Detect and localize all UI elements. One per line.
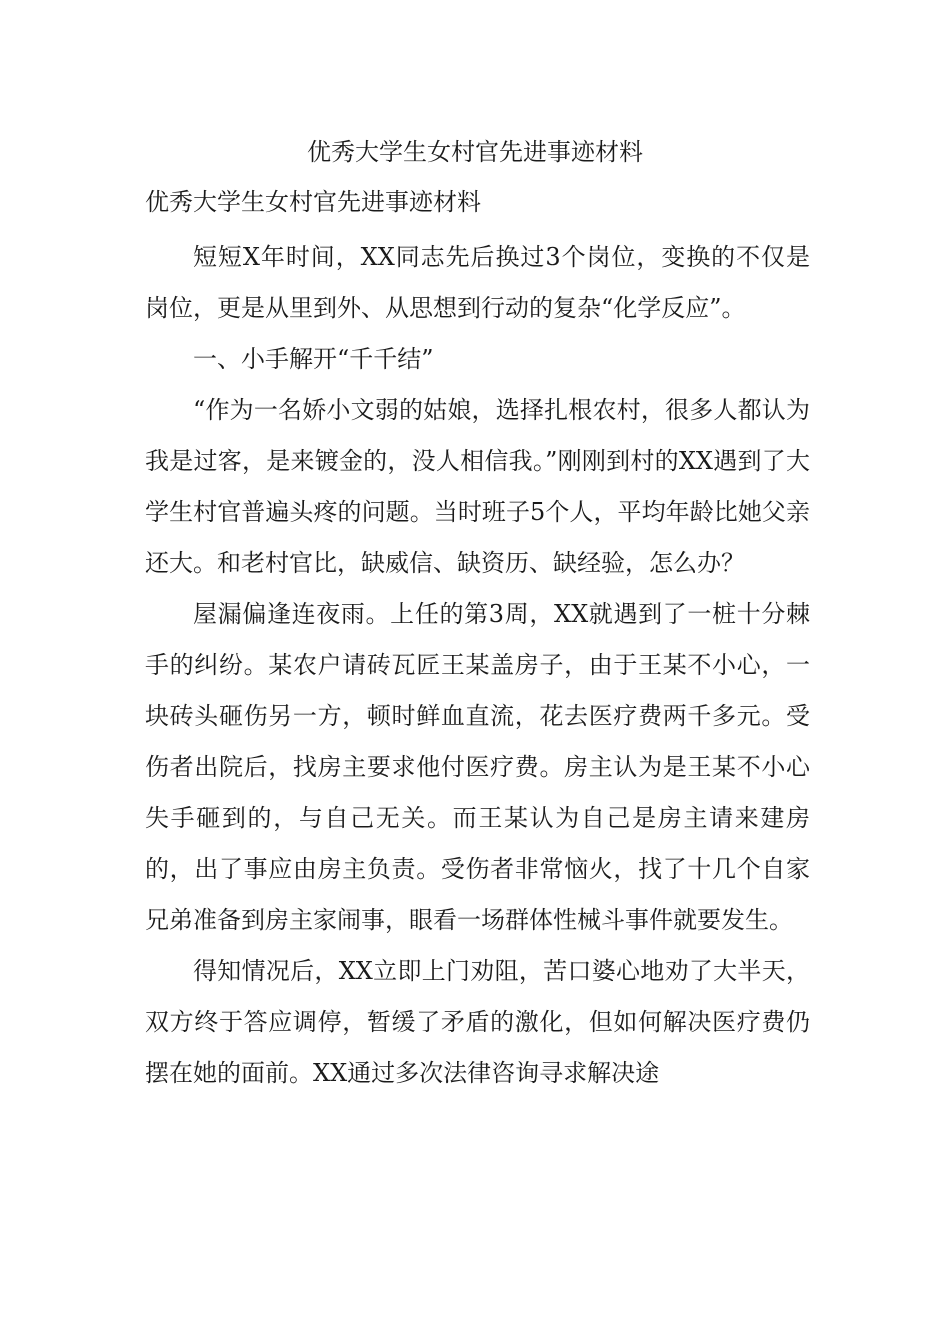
document-body xyxy=(145,232,810,1099)
paragraph-resolution: 得知情况后，XX立即上门劝阻，苦口婆心地劝了大半天，双方终于答应调停，暂缓了矛盾的激化，但如何解决医疗费仍摆在她的面前。XX通过多次法律咨询寻求解决途 xyxy=(145,957,810,1087)
paragraph-dispute: 屋漏偏逢连夜雨。上任的第3周，XX就遇到了一桩十分棘手的纠纷。某农户请砖瓦匠王某盖房子，由于王某不小心，一块砖头砸伤另一方，顿时鲜血直流，花去医疗费两千多元。受伤者出院后，找房主要求他付医疗费。房主认为是王某不小心失手砸到的，与自己无关。而王某认为自己是房主请来建房的，出了事应由房主负责。受伤者非常恼火，找了十几个自家兄弟准备到房主家闹事，眼看一场群体性械斗事件就要发生。 xyxy=(145,600,810,934)
section-heading-1: 一、小手解开“千千结” xyxy=(193,345,434,373)
paragraph-quote: “作为一名娇小文弱的姑娘，选择扎根农村，很多人都认为我是过客，是来镀金的，没人相信我。”刚刚到村的XX遇到了大学生村官普遍头疼的问题。当时班子5个人，平均年龄比她父亲还大。和老村官比，缺威信、缺资历、缺经验，怎么办？ xyxy=(145,396,810,577)
document-subtitle: 优秀大学生女村官先进事迹材料 xyxy=(145,188,481,216)
paragraph-intro: 短短X年时间，XX同志先后换过3个岗位，变换的不仅是岗位，更是从里到外、从思想到行动的复杂“化学反应”。 xyxy=(145,243,810,322)
document-title: 优秀大学生女村官先进事迹材料 xyxy=(307,138,643,166)
